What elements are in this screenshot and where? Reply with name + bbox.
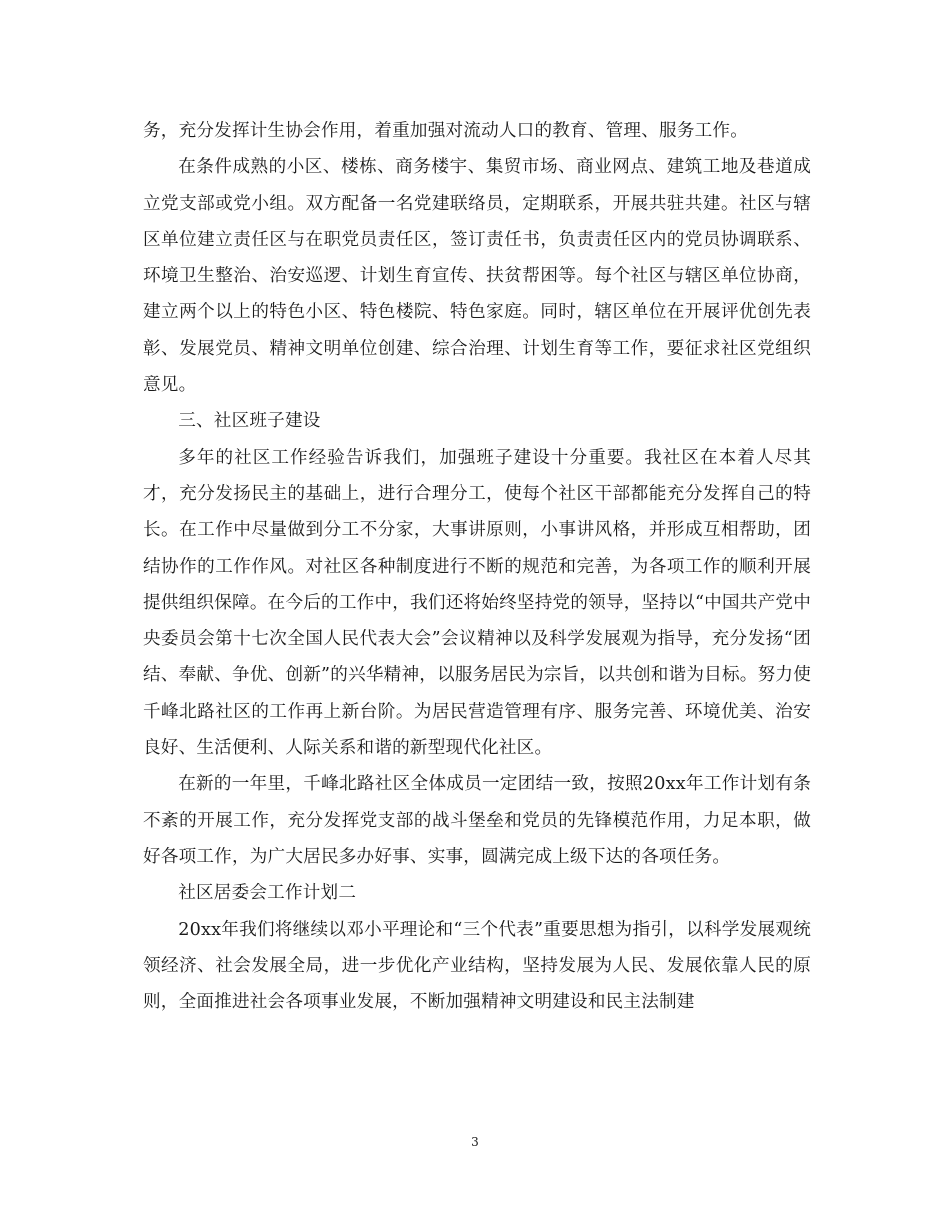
page-number: 3 [471, 1135, 479, 1149]
section-heading: 三、社区班子建设 [178, 411, 321, 432]
paragraph: 务，充分发挥计生协会作用，着重加强对流动人口的教育、管理、服务工作。 [143, 121, 748, 141]
document-body [143, 113, 811, 1020]
paragraph: 多年的社区工作经验告诉我们，加强班子建设十分重要。我社区在本着人尽其才，充分发扬民主的基础上，进行合理分工，使每个社区干部都能充分发挥自己的特长。在工作中尽量做到分工不分家，大事讲原则，小事讲风格，并形成互相帮助，团结协作的工作作风。对社区各种制度进行不断的规范和完善，为各项工作的顺利开展提供组织保障。在今后的工作中，我们还将始终坚持党的领导，坚持以“中国共产党中央委员会第十七次全国人民代表大会”会议精神以及科学发展观为指导，充分发扬“团结、奉献、争优、创新”的兴华精神，以服务居民为宗旨，以共创和谐为目标。努力使千峰北路社区的工作再上新台阶。为居民营造管理有序、服务完善、环境优美、治安良好、生活便利、人际关系和谐的新型现代化社区。 [143, 447, 811, 759]
paragraph: 20xx年我们将继续以邓小平理论和“三个代表”重要思想为指引，以科学发展观统领经济、社会发展全局，进一步优化产业结构，坚持发展为人民、发展依靠人民的原则，全面推进社会各项事业发展，不断加强精神文明建设和民主法制建 [143, 919, 811, 1013]
paragraph: 在新的一年里，千峰北路社区全体成员一定团结一致，按照20xx年工作计划有条不紊的开展工作，充分发挥党支部的战斗堡垒和党员的先锋模范作用，力足本职，做好各项工作，为广大居民多办好事、实事，圆满完成上级下达的各项任务。 [143, 774, 811, 867]
paragraph: 在条件成熟的小区、楼栋、商务楼宇、集贸市场、商业网点、建筑工地及巷道成立党支部或党小组。双方配备一名党建联络员，定期联系，开展共驻共建。社区与辖区单位建立责任区与在职党员责任区，签订责任书，负责责任区内的党员协调联系、环境卫生整治、治安巡逻、计划生育宣传、扶贫帮困等。每个社区与辖区单位协商，建立两个以上的特色小区、特色楼院、特色家庭。同时，辖区单位在开展评优创先表彰、发展党员、精神文明单位创建、综合治理、计划生育等工作，要征求社区党组织意见。 [143, 157, 811, 396]
section-heading: 社区居委会工作计划二 [178, 883, 357, 904]
